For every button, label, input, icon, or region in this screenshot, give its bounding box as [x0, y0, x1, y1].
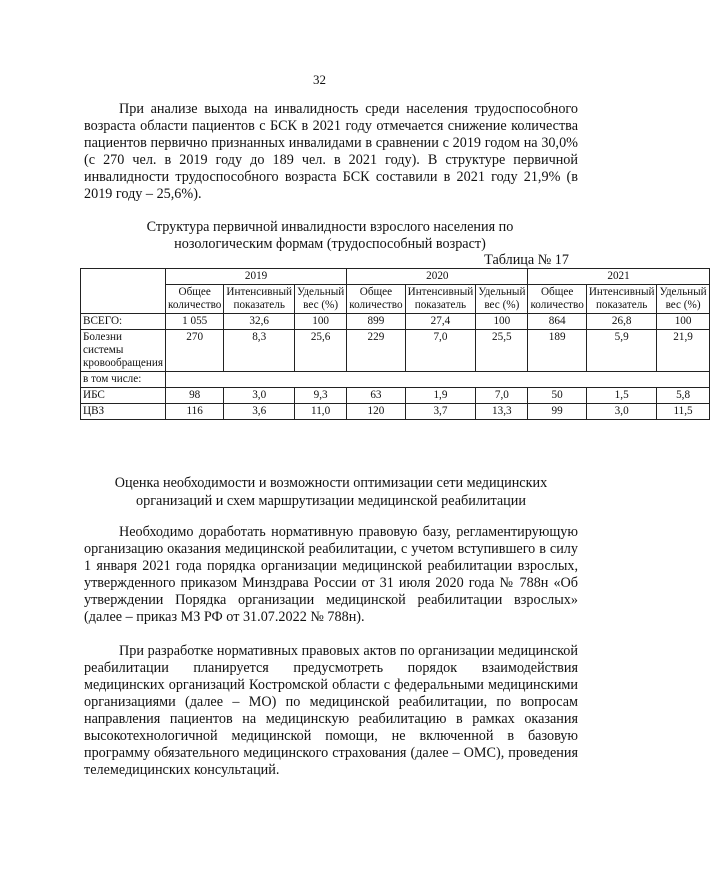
table-cell: 100	[295, 314, 347, 330]
table-row	[81, 330, 710, 372]
table-row	[81, 404, 710, 420]
section-heading-line2: организаций и схем маршрутизации медицинской реабилитации	[136, 493, 526, 509]
table-cell: 3,0	[586, 404, 657, 420]
table-cell: 7,0	[476, 388, 528, 404]
table-caption-line1: Структура первичной инвалидности взрослого населения по	[146, 219, 514, 235]
table-subheader: Интенсивный показатель	[224, 285, 295, 314]
table-cell: 11,0	[295, 404, 347, 420]
table-cell: 26,8	[586, 314, 657, 330]
table-row-label: Болезни системы кровообращения	[81, 330, 166, 372]
table-subheader: Удельный вес (%)	[295, 285, 347, 314]
table-cell: 50	[528, 388, 586, 404]
table-cell: 189	[528, 330, 586, 372]
table-cell: 1,5	[586, 388, 657, 404]
section-heading-line1: Оценка необходимости и возможности оптимизации сети медицинских	[114, 475, 548, 491]
table-year-header: 2020	[347, 269, 528, 285]
table-cell: 3,0	[224, 388, 295, 404]
table-row	[81, 372, 710, 388]
table-cell: 270	[165, 330, 223, 372]
table-year-header: 2019	[165, 269, 346, 285]
paragraph-regulatory-base: Необходимо доработать нормативную правовую базу, регламентирующую организацию оказания медицинской реабилитации, с учетом вступившего в силу 1 января 2021 года порядка организации медицинской реабилитации взрослых, утвержденного приказом Минздрава России от 31 июля 2020 года № 788н «Об утверждении Порядка организации медицинской реабилитации взрослых» (далее – приказ МЗ РФ от 31.07.2022 № 788н).	[84, 524, 578, 625]
table-cell: 1,9	[405, 388, 476, 404]
table-subheader-row	[81, 285, 710, 314]
table-caption	[100, 219, 560, 253]
table-cell: 3,7	[405, 404, 476, 420]
table-cell: 899	[347, 314, 405, 330]
table-cell: 32,6	[224, 314, 295, 330]
disability-structure-table	[80, 268, 710, 420]
table-subheader: Общее количество	[347, 285, 405, 314]
table-cell: 864	[528, 314, 586, 330]
table-cell: 100	[476, 314, 528, 330]
table-row	[81, 314, 710, 330]
paragraph-interaction-order: При разработке нормативных правовых актов по организации медицинской реабилитации планируется предусмотреть порядок взаимодействия медицинских организаций Костромской области с федеральными медицинскими организациями (далее – МО) по медицинской реабилитации, по вопросам направления пациентов на медицинскую реабилитацию в рамках оказания высокотехнологичной медицинской помощи, не включенной в базовую программу обязательного медицинского страхования (далее – ОМС), проведения телемедицинских консультаций.	[84, 643, 578, 778]
section-heading	[84, 474, 578, 510]
table-cell: 3,6	[224, 404, 295, 420]
table-cell: 100	[657, 314, 709, 330]
table-subheader: Удельный вес (%)	[476, 285, 528, 314]
table-cell: 116	[165, 404, 223, 420]
table-cell: 98	[165, 388, 223, 404]
table-subheader: Интенсивный показатель	[405, 285, 476, 314]
table-row-label: в том числе:	[81, 372, 166, 388]
table-number: Таблица № 17	[484, 252, 569, 268]
table-year-header: 2021	[528, 269, 709, 285]
table-caption-line2: нозологическим формам (трудоспособный возраст)	[174, 236, 486, 252]
table-subheader: Интенсивный показатель	[586, 285, 657, 314]
table-row-label: ИБС	[81, 388, 166, 404]
table-cell: 229	[347, 330, 405, 372]
table-cell: 99	[528, 404, 586, 420]
table-cell: 25,6	[295, 330, 347, 372]
table-cell: 11,5	[657, 404, 709, 420]
table-cell: 9,3	[295, 388, 347, 404]
table-cell: 1 055	[165, 314, 223, 330]
table-year-header-row	[81, 269, 710, 285]
table-row-label: ЦВЗ	[81, 404, 166, 420]
table-cell: 8,3	[224, 330, 295, 372]
table-empty-cell	[165, 372, 709, 388]
table-cell: 21,9	[657, 330, 709, 372]
table-row	[81, 388, 710, 404]
paragraph-disability-analysis: При анализе выхода на инвалидность среди населения трудоспособного возраста области пациентов с БСК в 2021 году отмечается снижение количества пациентов первично признанных инвалидами в сравнении с 2019 годом на 30,0% (с 270 чел. в 2019 году до 189 чел. в 2021 году). В структуре первичной инвалидности трудоспособного возраста БСК составили в 2021 году 21,9% (в 2019 году – 25,6%).	[84, 101, 578, 202]
table-cell: 13,3	[476, 404, 528, 420]
table-subheader: Общее количество	[165, 285, 223, 314]
table-cell: 120	[347, 404, 405, 420]
table-cell: 5,9	[586, 330, 657, 372]
table-cell: 7,0	[405, 330, 476, 372]
table-subheader: Общее количество	[528, 285, 586, 314]
table-cell: 25,5	[476, 330, 528, 372]
table-cell: 63	[347, 388, 405, 404]
table-subheader: Удельный вес (%)	[657, 285, 709, 314]
table-cell: 27,4	[405, 314, 476, 330]
table-corner-cell	[81, 269, 166, 314]
table-row-label: ВСЕГО:	[81, 314, 166, 330]
page-number: 32	[313, 72, 326, 87]
table-cell: 5,8	[657, 388, 709, 404]
